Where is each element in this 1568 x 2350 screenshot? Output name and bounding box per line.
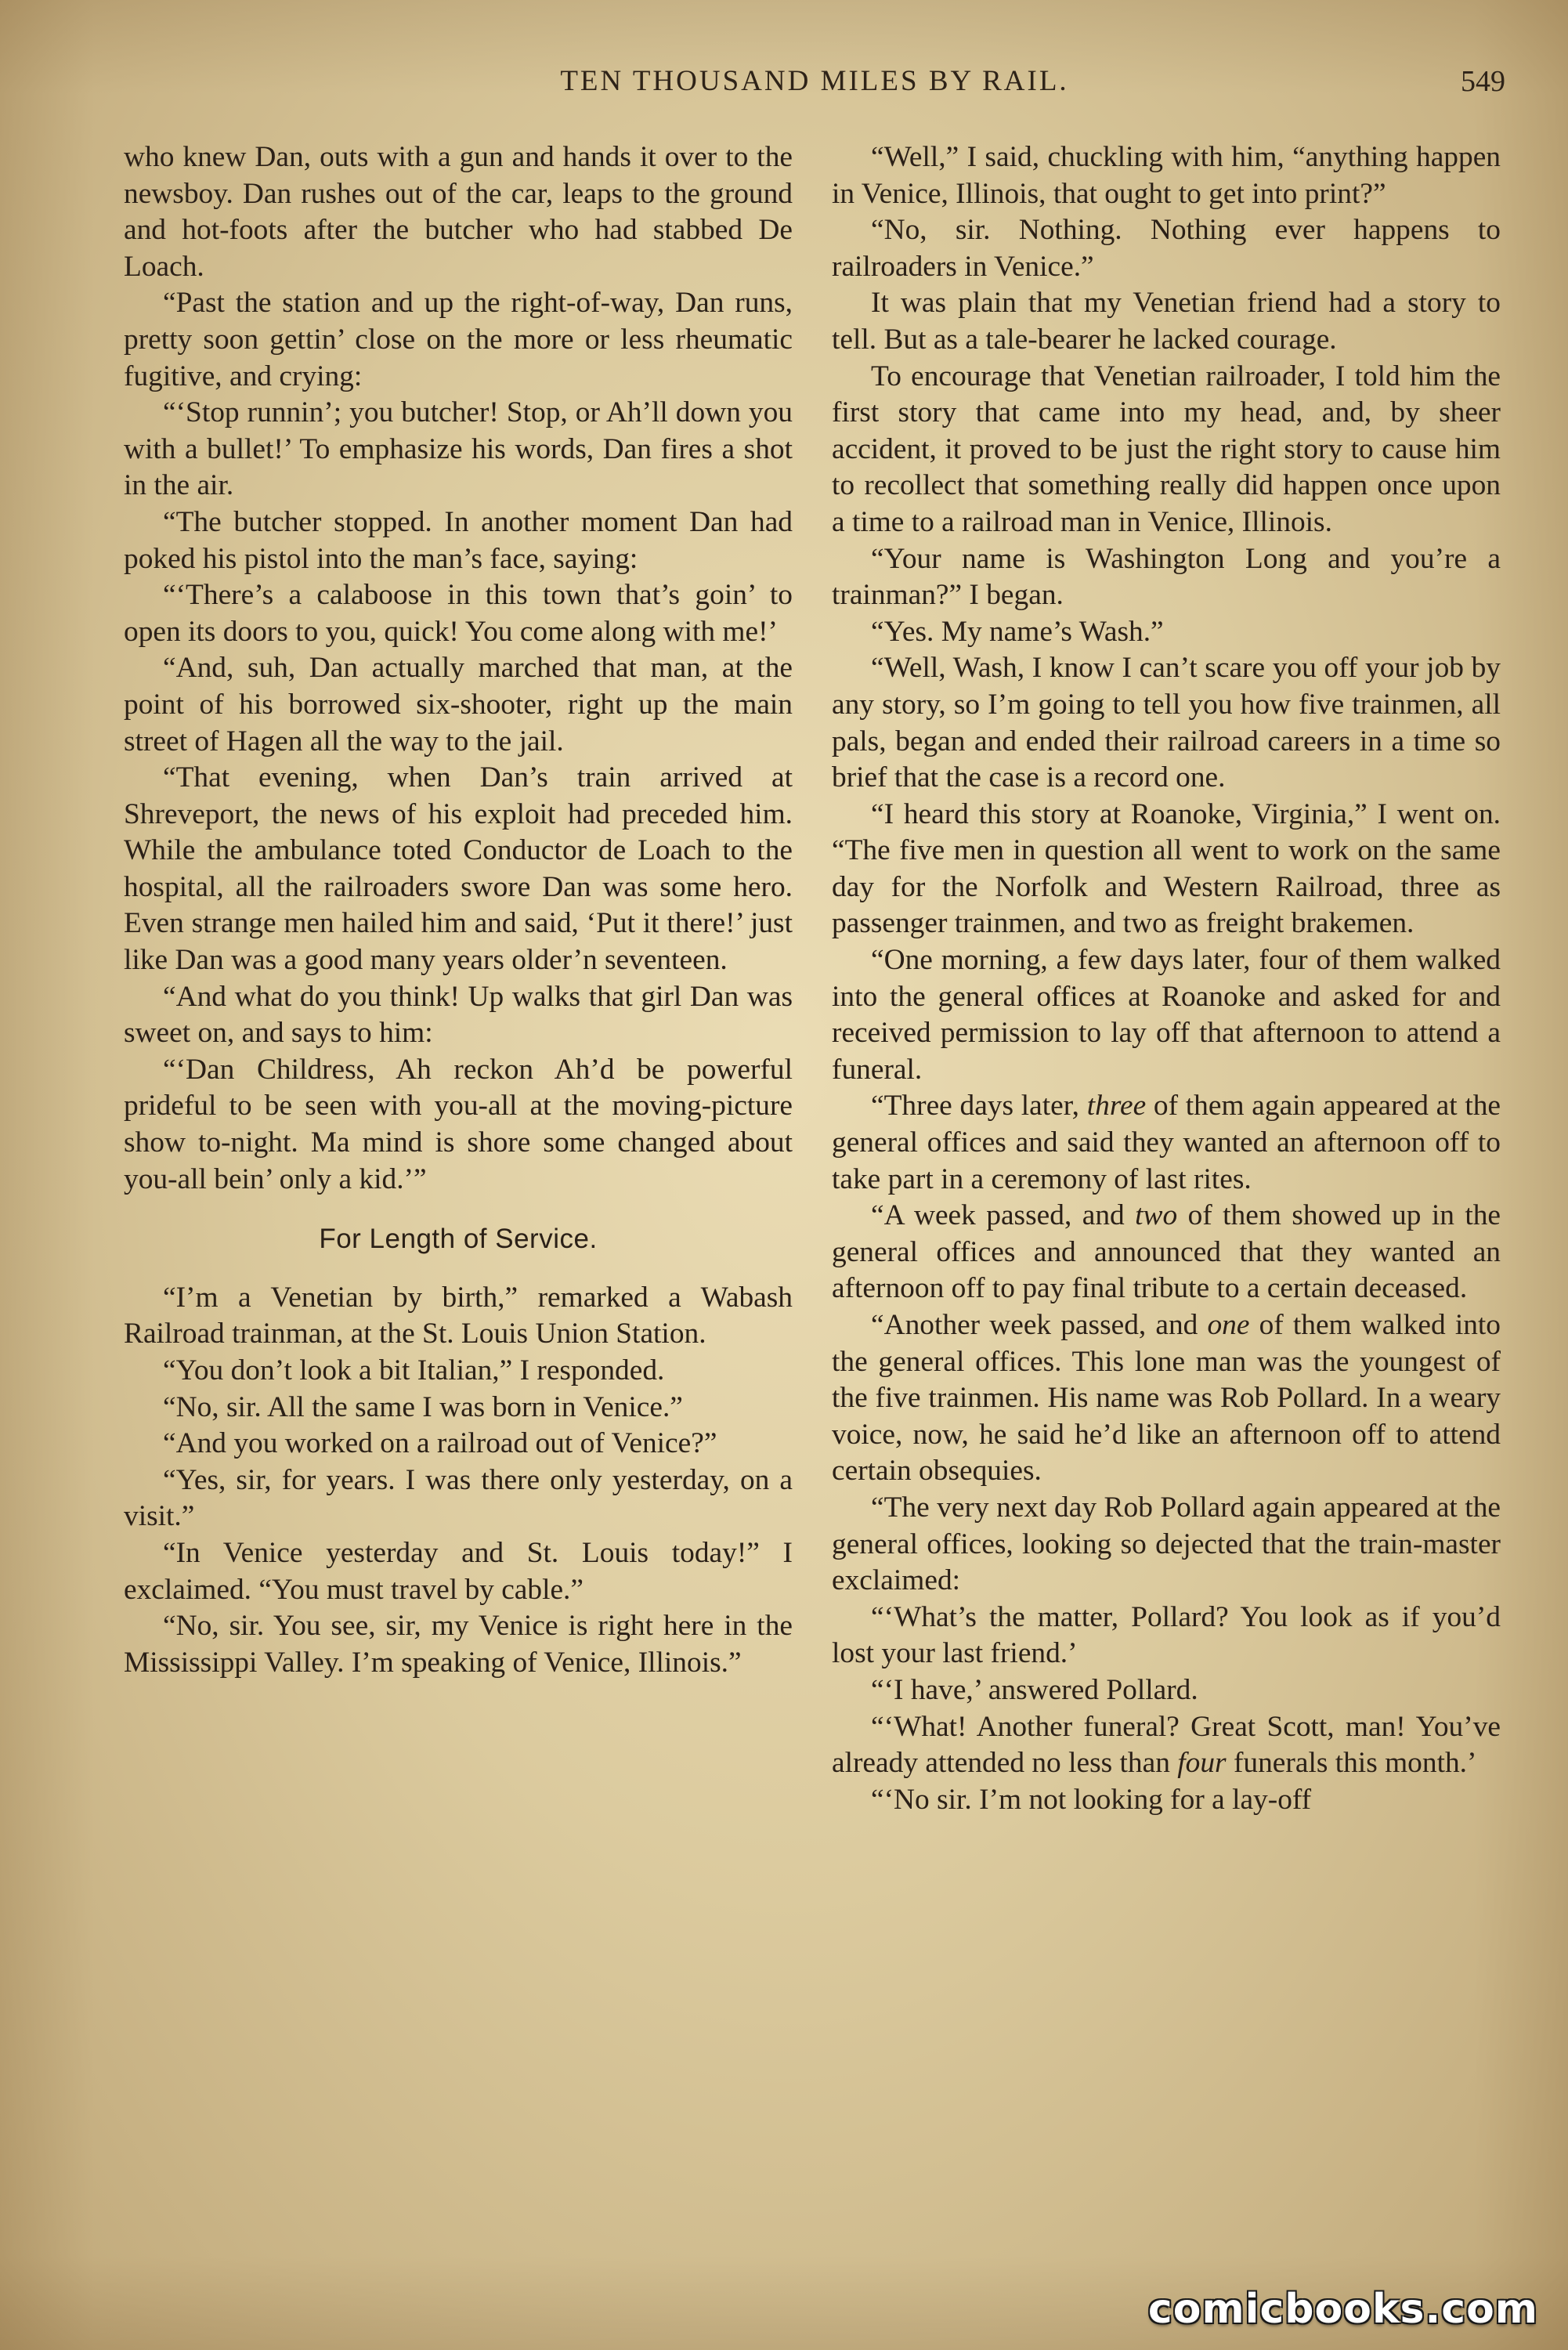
paragraph: “Well,” I said, chuckling with him, “anything happen in Venice, Illinois, that ought to get into print?” xyxy=(832,141,1501,210)
text-run: of them showed up in the general offices and announced that they wanted an afternoon off to pay final tribute to a certain deceased. xyxy=(832,1199,1501,1305)
paragraph: “Yes. My name’s Wash.” xyxy=(871,615,1164,648)
paragraph: “‘I have,’ answered Pollard. xyxy=(871,1673,1198,1706)
text-run: of them again appeared at the general offices and said they wanted an afternoon off to take part in a ceremony of last rites. xyxy=(832,1090,1501,1195)
text-run: funerals this month.’ xyxy=(1226,1747,1477,1780)
paragraph: “And what do you think! Up walks that girl Dan was sweet on, and says to him: xyxy=(124,980,793,1050)
text-run: “Another week passed, and xyxy=(871,1309,1208,1341)
paragraph: “‘There’s a calaboose in this town that’s goin’ to open its doors to you, quick! You come along with me!’ xyxy=(124,579,793,648)
paragraph: To encourage that Venetian railroader, I told him the first story that came into my head, and, by sheer accident, it proved to be just the right story to cause him to recollect that something really did happen once upon a time to a railroad man in Venice, Illinois. xyxy=(832,360,1501,538)
paragraph xyxy=(832,1088,1501,1198)
emphasis: one xyxy=(1207,1309,1250,1341)
paragraph: “No, sir. All the same I was born in Venice.” xyxy=(163,1390,683,1423)
paragraph: “Well, Wash, I know I can’t scare you off your job by any story, so I’m going to tell you how five trainmen, all pals, began and ended their railroad careers in a time so brief that the case is a record one. xyxy=(832,652,1501,794)
paragraph: “‘What’s the matter, Pollard? You look as if you’d lost your last friend.’ xyxy=(832,1600,1501,1670)
emphasis: four xyxy=(1177,1747,1227,1780)
paragraph: “And, suh, Dan actually marched that man, at the point of his borrowed six-shooter, right up the main street of Hagen all the way to the jail. xyxy=(124,652,793,757)
text-run: of them walked into the general offices. This lone man was the youngest of the five trainmen. His name was Rob Pollard. In a weary voice, now, he said he’d like an afternoon off to attend certain obsequies. xyxy=(832,1309,1501,1488)
paragraph: “The very next day Rob Pollard again appeared at the general offices, looking so dejected that the train-master exclaimed: xyxy=(832,1491,1501,1597)
page-number: 549 xyxy=(1461,65,1505,98)
running-head xyxy=(0,64,1568,111)
running-title: TEN THOUSAND MILES BY RAIL. xyxy=(560,65,1069,97)
right-column xyxy=(832,139,1501,1818)
paragraph: “That evening, when Dan’s train arrived at Shreveport, the news of his exploit had preceded him. While the ambulance toted Conductor de Loach to the hospital, all the railroaders swore Dan was some hero. Even strange men hailed him and said, ‘Put it there!’ just like Dan was a good many years older’n seventeen. xyxy=(124,761,793,977)
paragraph: “Yes, sir, for years. I was there only yesterday, on a visit.” xyxy=(124,1463,793,1533)
paragraph: It was plain that my Venetian friend had a story to tell. But as a tale-bearer he lacked courage. xyxy=(832,287,1501,356)
left-column xyxy=(124,139,793,1681)
paragraph: “And you worked on a railroad out of Venice?” xyxy=(163,1427,717,1460)
paragraph: “You don’t look a bit Italian,” I responded. xyxy=(163,1354,665,1386)
paragraph: “‘Stop runnin’; you butcher! Stop, or Ah’ll down you with a bullet!’ To emphasize his words, Dan fires a shot in the air. xyxy=(124,396,793,502)
paragraph: “Past the station and up the right-of-way, Dan runs, pretty soon gettin’ close on the more or less rheumatic fugitive, and crying: xyxy=(124,287,793,392)
paragraph: “No, sir. Nothing. Nothing ever happens to railroaders in Venice.” xyxy=(832,214,1501,283)
paragraph: “No, sir. You see, sir, my Venice is right here in the Mississippi Valley. I’m speaking of Venice, Illinois.” xyxy=(124,1610,793,1679)
emphasis: two xyxy=(1135,1199,1178,1232)
text-run: “‘What! Another funeral? Great Scott, man! You’ve already attended no less than xyxy=(832,1710,1501,1780)
paragraph xyxy=(832,1198,1501,1307)
paragraph: “In Venice yesterday and St. Louis today!” I exclaimed. “You must travel by cable.” xyxy=(124,1536,793,1606)
paragraph: “I’m a Venetian by birth,” remarked a Wabash Railroad trainman, at the St. Louis Union Station. xyxy=(124,1281,793,1350)
watermark-logo: comicbooks.com xyxy=(1147,2286,1538,2333)
paragraph: “‘No sir. I’m not looking for a lay-off xyxy=(871,1783,1312,1816)
paragraph: “‘Dan Childress, Ah reckon Ah’d be powerful prideful to be seen with you-all at the moving-picture show to-night. Ma mind is shore some changed about you-all bein’ only a kid.’” xyxy=(124,1053,793,1195)
paragraph xyxy=(832,1307,1501,1490)
text-run: “A week passed, and xyxy=(871,1199,1136,1232)
paragraph: “I heard this story at Roanoke, Virginia,” I went on. “The five men in question all went to work on the same day for the Norfolk and Western Railroad, three as passenger trainmen, and two as freight brakemen. xyxy=(832,797,1501,940)
paragraph xyxy=(832,1709,1501,1782)
paragraph: “One morning, a few days later, four of them walked into the general offices at Roanoke and asked for and received permission to lay off that afternoon to attend a funeral. xyxy=(832,944,1501,1086)
text-run: “Three days later, xyxy=(871,1090,1087,1123)
emphasis: three xyxy=(1086,1090,1147,1123)
paragraph: “Your name is Washington Long and you’re a trainman?” I began. xyxy=(832,542,1501,612)
section-heading: For Length of Service. xyxy=(319,1224,598,1255)
paragraph: “The butcher stopped. In another moment Dan had poked his pistol into the man’s face, saying: xyxy=(124,505,793,575)
paragraph: who knew Dan, outs with a gun and hands it over to the newsboy. Dan rushes out of the car, leaps to the ground and hot-foots after the butcher who had stabbed De Loach. xyxy=(124,141,793,283)
